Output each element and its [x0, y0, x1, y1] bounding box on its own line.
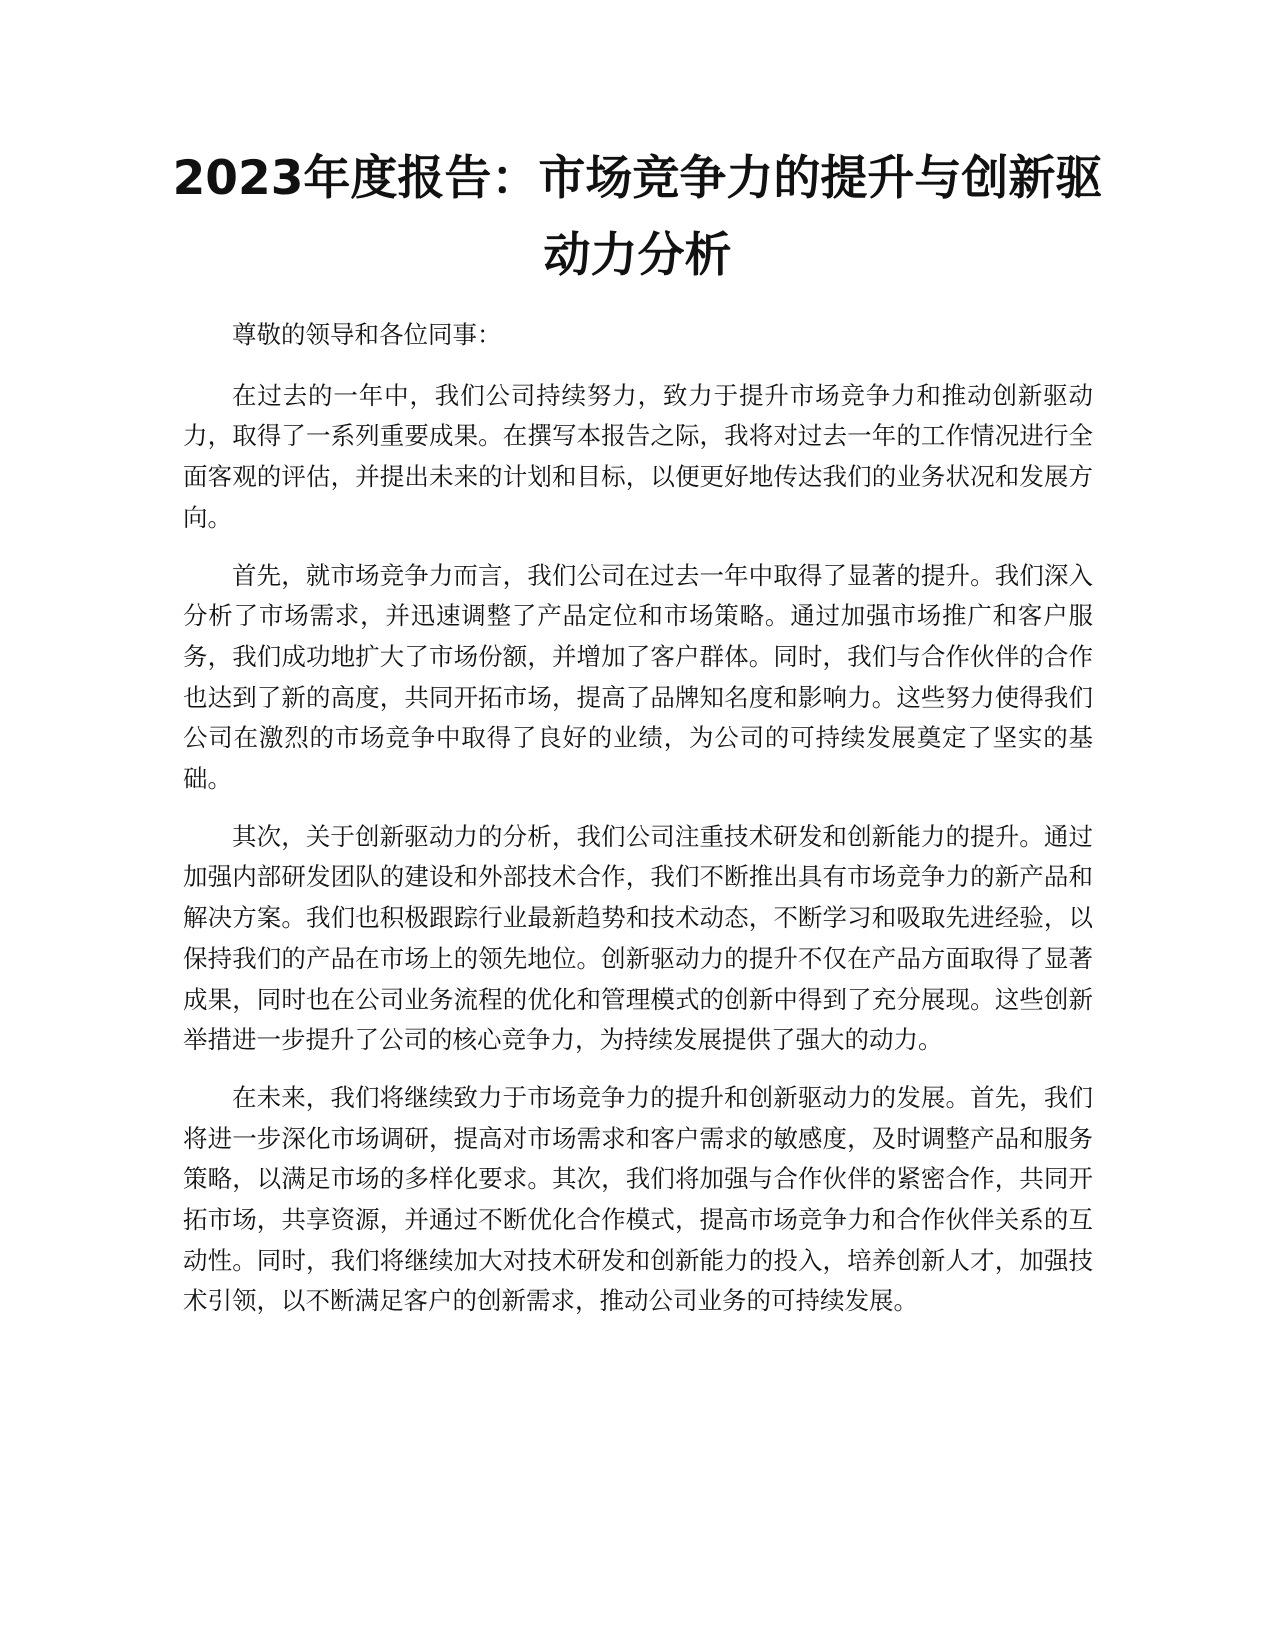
paragraph-innovation: 其次，关于创新驱动力的分析，我们公司注重技术研发和创新能力的提升。通过加强内部研发团队的建设和外部技术合作，我们不断推出具有市场竞争力的新产品和解决方案。我们也积极跟踪行业最新趋势和技术动态，不断学习和吸取先进经验，以保持我们的产品在市场上的领先地位。创新驱动力的提升不仅在产品方面取得了显著成果，同时也在公司业务流程的优化和管理模式的创新中得到了充分展现。这些创新举措进一步提升了公司的核心竞争力，为持续发展提供了强大的动力。	[183, 821, 1093, 1055]
document-title: 2023年度报告：市场竞争力的提升与创新驱动力分析	[172, 151, 1103, 283]
salutation: 尊敬的领导和各位同事：	[232, 320, 502, 349]
paragraph-market-competitiveness: 首先，就市场竞争力而言，我们公司在过去一年中取得了显著的提升。我们深入分析了市场需求，并迅速调整了产品定位和市场策略。通过加强市场推广和客户服务，我们成功地扩大了市场份额，并增加了客户群体。同时，我们与合作伙伴的合作也达到了新的高度，共同开拓市场，提高了品牌知名度和影响力。这些努力使得我们公司在激烈的市场竞争中取得了良好的业绩，为公司的可持续发展奠定了坚实的基础。	[183, 560, 1093, 794]
paragraph-intro: 在过去的一年中，我们公司持续努力，致力于提升市场竞争力和推动创新驱动力，取得了一系列重要成果。在撰写本报告之际，我将对过去一年的工作情况进行全面客观的评估，并提出未来的计划和目标，以便更好地传达我们的业务状况和发展方向。	[183, 380, 1093, 532]
paragraph-future-plans: 在未来，我们将继续致力于市场竞争力的提升和创新驱动力的发展。首先，我们将进一步深化市场调研，提高对市场需求和客户需求的敏感度，及时调整产品和服务策略，以满足市场的多样化要求。其次，我们将加强与合作伙伴的紧密合作，共同开拓市场，共享资源，并通过不断优化合作模式，提高市场竞争力和合作伙伴关系的互动性。同时，我们将继续加大对技术研发和创新能力的投入，培养创新人才，加强技术引领，以不断满足客户的创新需求，推动公司业务的可持续发展。	[183, 1082, 1093, 1316]
document-body	[183, 315, 1093, 1339]
